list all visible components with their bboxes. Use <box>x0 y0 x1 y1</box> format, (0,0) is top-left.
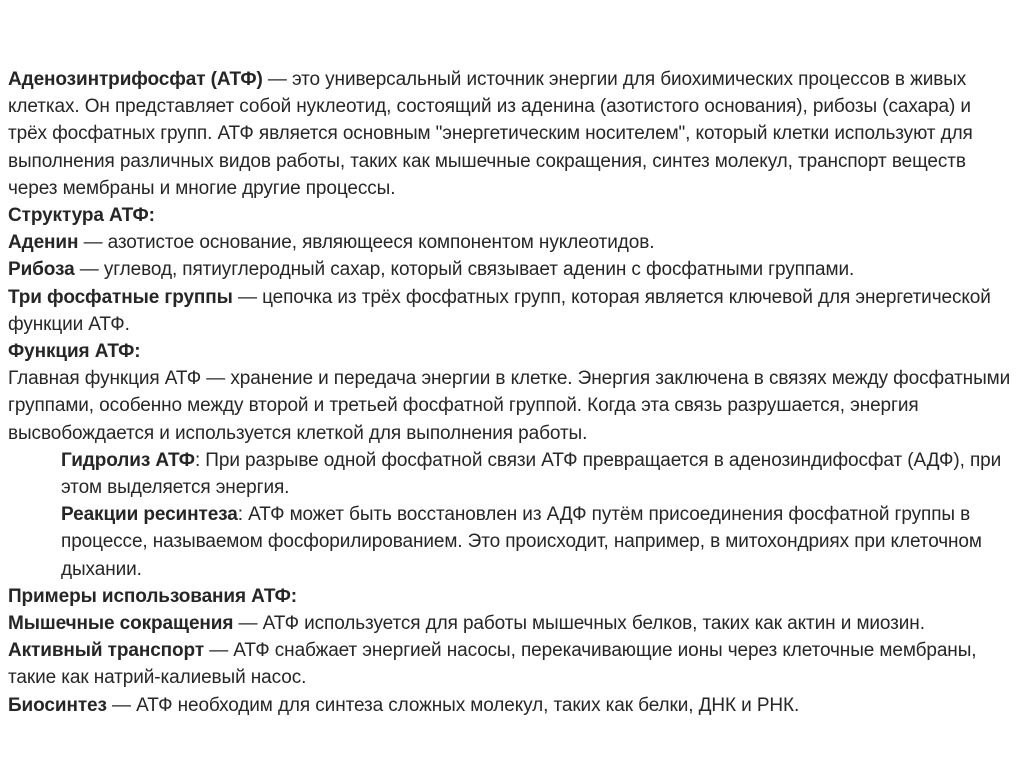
example-item-term: Биосинтез <box>8 694 107 716</box>
example-item-term: Активный транспорт <box>8 640 205 662</box>
structure-item-term: Рибоза <box>8 259 75 281</box>
structure-item-ribose <box>8 256 1014 283</box>
example-item-transport <box>8 637 1014 691</box>
function-item-term: Гидролиз АТФ <box>61 449 195 471</box>
structure-item-text: — углевод, пятиуглеродный сахар, который связывает аденин с фосфатными группами. <box>74 259 855 281</box>
intro-term: Аденозинтрифосфат (АТФ) <box>8 69 263 90</box>
function-paragraph: Главная функция АТФ — хранение и передача энергии в клетке. Энергия заключена в связях между фосфатными группами, особенно между второй и третьей фосфатной группой. Когда эта связь разрушается, энергия высвобождается и используется клеткой для выполнения работы. <box>8 368 1011 444</box>
document-body <box>8 66 1014 719</box>
structure-item-text: — цепочка из трёх фосфатных групп, которая является ключевой для энергетической функции АТФ. <box>8 286 991 335</box>
structure-heading: Структура АТФ: <box>8 205 155 227</box>
function-item-hydrolysis <box>8 447 1014 501</box>
example-item-text: — АТФ снабжает энергией насосы, перекачивающие ионы через клеточные мембраны, такие как натрий-калиевый насос. <box>8 640 977 689</box>
intro-paragraph <box>8 66 1014 202</box>
structure-item-phosphates <box>8 284 1014 338</box>
example-item-text: — АТФ необходим для синтеза сложных молекул, таких как белки, ДНК и РНК. <box>106 694 800 716</box>
structure-item-adenine <box>8 229 1014 256</box>
intro-text: — это универсальный источник энергии для биохимических процессов в живых клетках. Он представляет собой нуклеотид, состоящий из аденина (азотистого основания), рибозы (сахара) и трёх фосфатных групп. АТФ является основным "энергетическим носителем", который клетки используют для выполнения различных видов работы, таких как мышечные сокращения, синтез молекул, транспорт веществ через мембраны и многие другие процессы. <box>8 69 973 199</box>
function-item-text: : АТФ может быть восстановлен из АДФ путём присоединения фосфатной группы в процессе, называемом фосфорилированием. Это происходит, например, в митохондриях при клеточном дыхании. <box>61 504 982 580</box>
function-heading: Функция АТФ: <box>8 341 141 363</box>
function-item-term: Реакции ресинтеза <box>61 504 238 526</box>
structure-item-term: Аденин <box>8 232 79 254</box>
example-item-muscle <box>8 610 1014 637</box>
examples-heading: Примеры использования АТФ: <box>8 585 297 607</box>
function-item-resynthesis <box>8 501 1014 583</box>
example-item-term: Мышечные сокращения <box>8 613 234 635</box>
example-item-text: — АТФ используется для работы мышечных белков, таких как актин и миозин. <box>233 613 925 635</box>
function-item-text: : При разрыве одной фосфатной связи АТФ превращается в аденозиндифосфат (АДФ), при этом выделяется энергия. <box>61 449 1002 499</box>
example-item-biosynthesis <box>8 692 1014 719</box>
structure-item-term: Три фосфатные группы <box>8 286 233 308</box>
structure-item-text: — азотистое основание, являющееся компонентом нуклеотидов. <box>78 232 655 254</box>
